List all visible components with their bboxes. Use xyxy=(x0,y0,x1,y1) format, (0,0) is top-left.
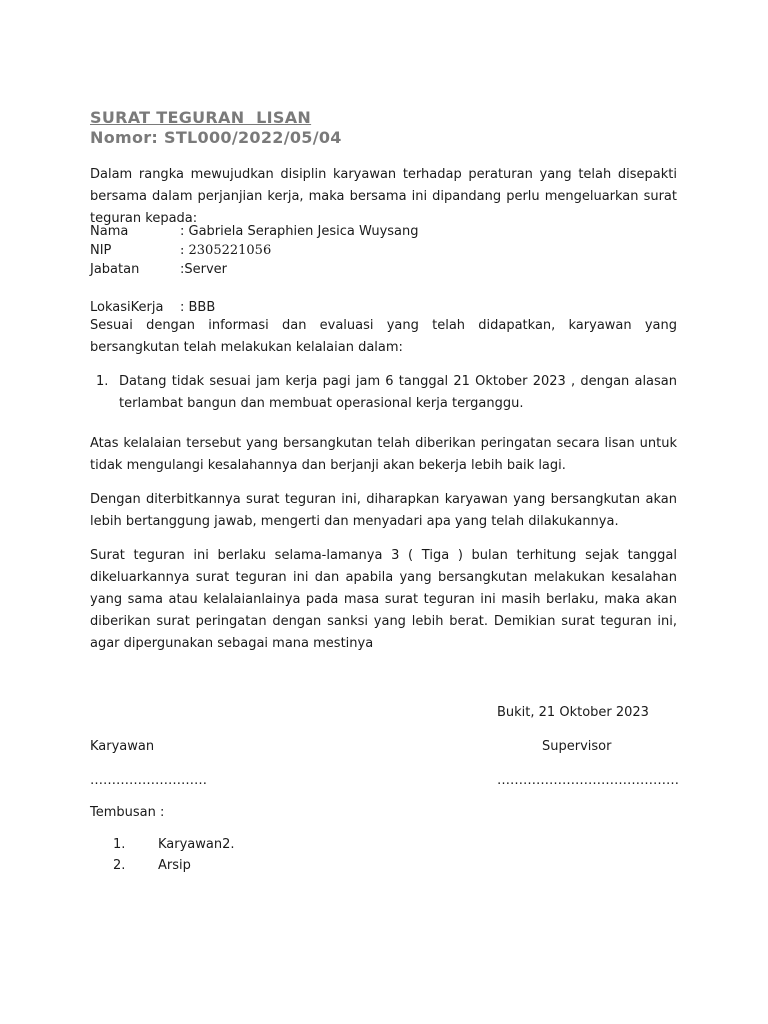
identity-value: : 2305221056 xyxy=(180,243,272,258)
letter-title: SURAT TEGURAN LISAN xyxy=(90,108,312,127)
identity-value: : BBB xyxy=(180,300,216,315)
intro-paragraph: Dalam rangka mewujudkan disiplin karyawan terhadap peraturan yang telah disepakti bersama dalam perjanjian kerja, maka bersama ini dipandang perlu mengeluarkan surat teguran kepada: xyxy=(90,167,677,226)
supervisor-signature-line: …………………………………… xyxy=(497,773,679,788)
violation-number: 1. xyxy=(96,374,109,389)
employee-signature-label: Karyawan xyxy=(90,739,155,754)
identity-value: : Gabriela Seraphien Jesica Wuysang xyxy=(180,224,419,239)
cc-label: Tembusan : xyxy=(90,805,165,820)
identity-label: Nama xyxy=(90,224,129,239)
hope-paragraph: Dengan diterbitkannya surat teguran ini, diharapkan karyawan yang bersangkutan akan lebih bertanggung jawab, mengerti dan menyadari apa yang telah dilakukannya. xyxy=(90,492,677,529)
warning-paragraph: Atas kelalaian tersebut yang bersangkutan telah diberikan peringatan secara lisan untuk tidak mengulangi kesalahannya dan berjanji akan bekerja lebih baik lagi. xyxy=(90,436,677,473)
validity-paragraph: Surat teguran ini berlaku selama-lamanya 3 ( Tiga ) bulan terhitung sejak tanggal dikeluarkannya surat teguran ini dan apabila yang bersangkutan melakukan kesalahan yang sama atau kelalaianlainya pada masa surat teguran ini masih berlaku, maka akan diberikan surat peringatan dengan sanksi yang lebih berat. Demikian surat teguran ini, agar dipergunakan sebagai mana mestinya xyxy=(90,548,677,651)
violation-text: Datang tidak sesuai jam kerja pagi jam 6 tanggal 21 Oktober 2023 , dengan alasan terlambat bangun dan membuat operasional kerja terganggu. xyxy=(119,374,677,411)
supervisor-signature-label: Supervisor xyxy=(542,739,612,754)
violation-list-item xyxy=(90,371,677,415)
evaluation-paragraph: Sesuai dengan informasi dan evaluasi yang telah didapatkan, karyawan yang bersangkutan telah melakukan kelalaian dalam: xyxy=(90,318,677,355)
identity-label: LokasiKerja xyxy=(90,300,164,315)
cc-item-text: Arsip xyxy=(158,858,191,873)
employee-signature-line: ……………………… xyxy=(90,773,207,788)
cc-item-number: 1. xyxy=(113,837,126,852)
place-date: Bukit, 21 Oktober 2023 xyxy=(497,705,649,720)
identity-label: Jabatan xyxy=(90,262,140,277)
identity-value: :Server xyxy=(180,262,228,277)
cc-item-number: 2. xyxy=(113,858,126,873)
letter-number: Nomor: STL000/2022/05/04 xyxy=(90,128,342,147)
cc-item-text: Karyawan2. xyxy=(158,837,235,852)
identity-label: NIP xyxy=(90,243,112,258)
